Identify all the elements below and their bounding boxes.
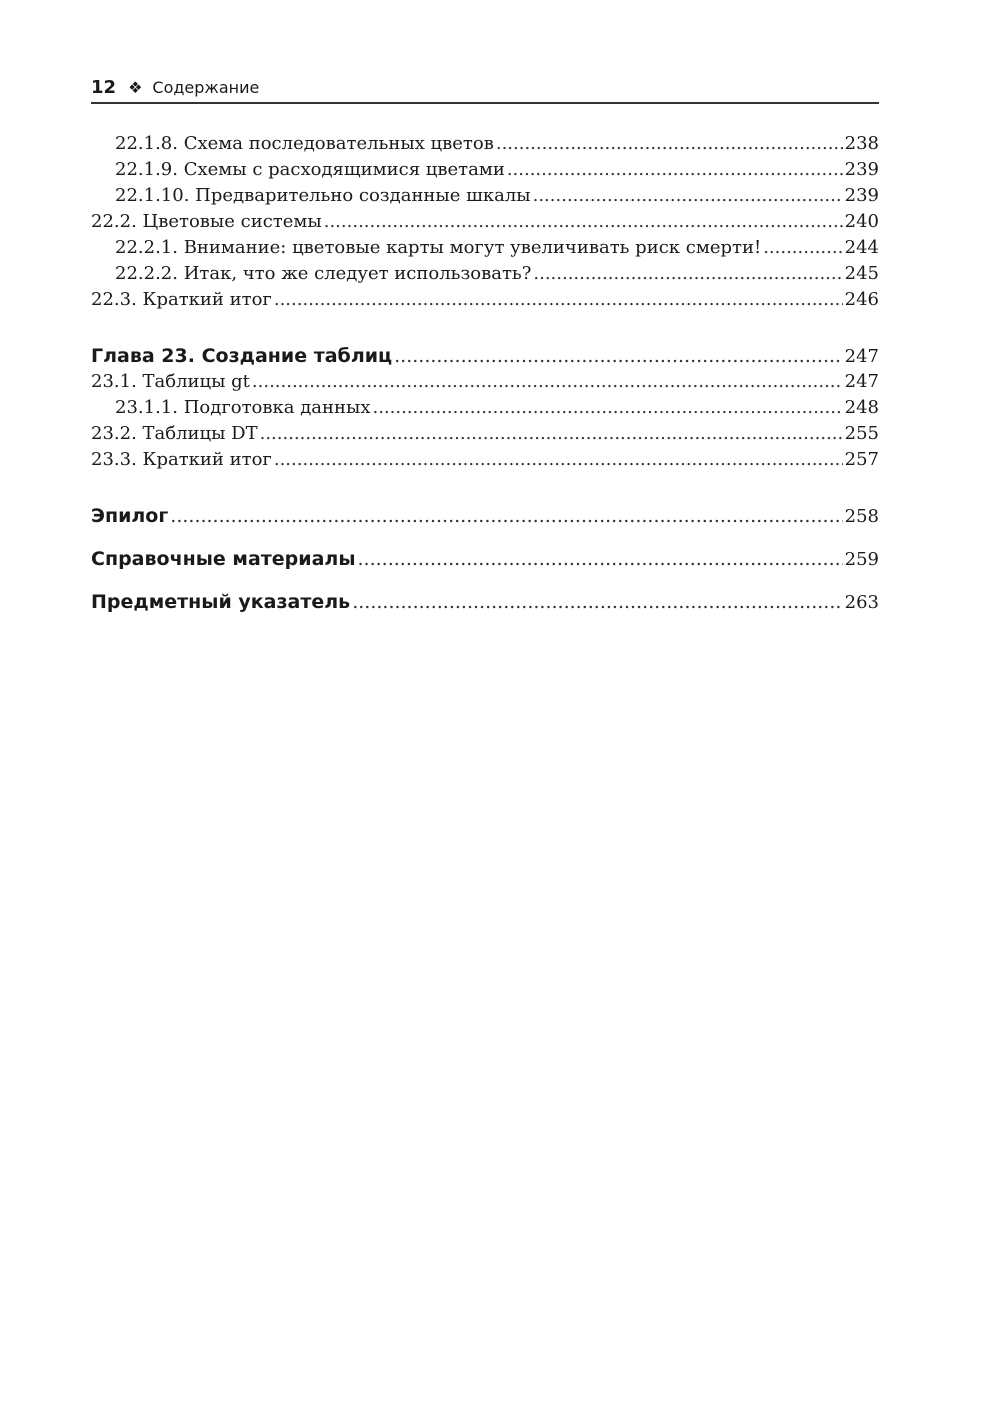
toc-entry-label: 22.2.2. Итак, что же следует использовать? xyxy=(115,263,532,284)
spacer xyxy=(91,572,879,589)
toc-entry-label: 23.1.1. Подготовка данных xyxy=(115,397,371,418)
toc-entry-22-2[interactable] xyxy=(91,209,879,235)
dot-leader xyxy=(358,546,843,572)
dot-leader xyxy=(496,131,843,157)
toc-entry-label: 23.2. Таблицы DT xyxy=(91,423,258,444)
toc-entry-page: 244 xyxy=(844,237,879,258)
toc-chapter-index[interactable] xyxy=(91,589,879,615)
toc-chapter-23[interactable] xyxy=(91,343,879,369)
toc-entry-label: 22.1.9. Схемы с расходящимися цветами xyxy=(115,159,505,180)
toc-entry-page: 257 xyxy=(844,449,879,470)
toc-entry-page: 239 xyxy=(844,185,879,206)
toc-entry-page: 246 xyxy=(844,289,879,310)
toc-entry-page: 238 xyxy=(844,133,879,154)
toc-chapter-epilog[interactable] xyxy=(91,503,879,529)
toc-entry-23-1-1[interactable] xyxy=(91,395,879,421)
page-number: 12 xyxy=(91,76,117,98)
toc-entry-label: 22.2.1. Внимание: цветовые карты могут увеличивать риск смерти! xyxy=(115,237,762,258)
toc-entry-label: 22.1.8. Схема последовательных цветов xyxy=(115,133,494,154)
table-of-contents xyxy=(91,131,879,615)
toc-entry-23-2[interactable] xyxy=(91,421,879,447)
toc-entry-label: 23.3. Краткий итог xyxy=(91,449,272,470)
toc-chapter-label: Предметный указатель xyxy=(91,591,351,613)
dot-leader xyxy=(170,503,842,529)
toc-entry-page: 258 xyxy=(844,506,879,527)
dot-leader xyxy=(252,369,843,395)
toc-entry-page: 255 xyxy=(844,423,879,444)
spacer xyxy=(91,529,879,546)
toc-chapter-label: Эпилог xyxy=(91,505,169,527)
toc-entry-page: 247 xyxy=(844,346,879,367)
spacer xyxy=(91,313,879,343)
ornament-icon: ❖ xyxy=(128,77,143,97)
toc-entry-page: 247 xyxy=(844,371,879,392)
toc-chapter-label: Справочные материалы xyxy=(91,548,356,570)
dot-leader xyxy=(394,343,843,369)
dot-leader xyxy=(533,261,842,287)
toc-entry-23-3[interactable] xyxy=(91,447,879,473)
toc-entry-22-1-9[interactable] xyxy=(91,157,879,183)
toc-entry-23-1[interactable] xyxy=(91,369,879,395)
dot-leader xyxy=(274,447,843,473)
dot-leader xyxy=(260,421,843,447)
toc-entry-page: 240 xyxy=(844,211,879,232)
dot-leader xyxy=(274,287,843,313)
toc-entry-label: 22.2. Цветовые системы xyxy=(91,211,322,232)
dot-leader xyxy=(373,395,843,421)
dot-leader xyxy=(763,235,842,261)
dot-leader xyxy=(324,209,843,235)
dot-leader xyxy=(533,183,843,209)
toc-entry-label: 22.3. Краткий итог xyxy=(91,289,272,310)
toc-entry-label: 22.1.10. Предварительно созданные шкалы xyxy=(115,185,531,206)
toc-entry-22-2-2[interactable] xyxy=(91,261,879,287)
spacer xyxy=(91,473,879,503)
toc-entry-page: 259 xyxy=(844,549,879,570)
dot-leader xyxy=(507,157,843,183)
toc-entry-22-1-10[interactable] xyxy=(91,183,879,209)
toc-entry-page: 245 xyxy=(844,263,879,284)
toc-entry-page: 239 xyxy=(844,159,879,180)
toc-entry-page: 263 xyxy=(844,592,879,613)
toc-chapter-references[interactable] xyxy=(91,546,879,572)
toc-entry-22-3[interactable] xyxy=(91,287,879,313)
toc-entry-page: 248 xyxy=(844,397,879,418)
toc-entry-label: 23.1. Таблицы gt xyxy=(91,371,250,392)
toc-entry-22-1-8[interactable] xyxy=(91,131,879,157)
dot-leader xyxy=(352,589,842,615)
toc-entry-22-2-1[interactable] xyxy=(91,235,879,261)
header-title: Содержание xyxy=(152,77,260,97)
running-header xyxy=(91,72,879,104)
toc-chapter-label: Глава 23. Создание таблиц xyxy=(91,345,393,367)
